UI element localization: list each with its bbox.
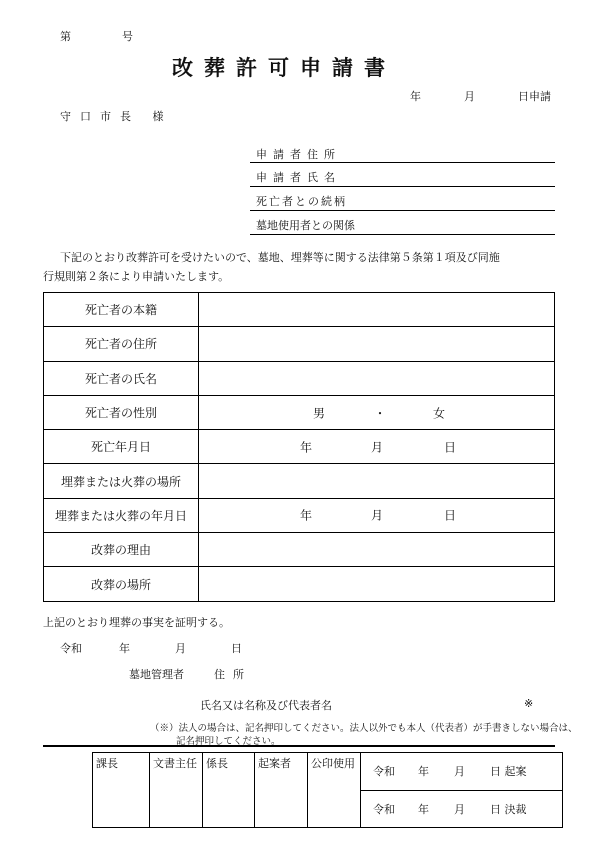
stamp-label: 課長 bbox=[96, 757, 118, 770]
row-label: 埋葬または火葬の年月日 bbox=[44, 498, 199, 532]
table-row bbox=[44, 327, 555, 361]
reason-field[interactable] bbox=[199, 533, 555, 567]
addressee-name: 守口市長 bbox=[60, 110, 140, 123]
month-label: 月 bbox=[371, 508, 384, 523]
approval-label: 決裁 bbox=[504, 802, 527, 816]
grave-manager-label: 墓地管理者 bbox=[129, 668, 184, 681]
number-prefix: 第 bbox=[60, 30, 71, 43]
intro-line-2: 行規則第２条により申請いたします。 bbox=[43, 270, 230, 283]
page-title: 改葬許可申請書 bbox=[172, 55, 396, 80]
table-row bbox=[44, 533, 555, 567]
era-label: 令和 bbox=[373, 765, 395, 779]
draft-date-cell[interactable] bbox=[361, 753, 563, 791]
row-label: 死亡者の住所 bbox=[44, 327, 199, 361]
stamp-label: 公印使用 bbox=[311, 757, 355, 770]
table-row bbox=[44, 361, 555, 395]
table-row bbox=[44, 498, 555, 532]
year-label: 年 bbox=[418, 765, 429, 779]
certify-statement: 上記のとおり埋葬の事実を証明する。 bbox=[43, 616, 230, 629]
row-label: 死亡年月日 bbox=[44, 430, 199, 464]
day-label: 日 bbox=[444, 508, 457, 523]
applicant-address-label: 申請者住所 bbox=[256, 148, 341, 161]
date-month: 月 bbox=[464, 90, 475, 103]
seal-mark: ※ bbox=[524, 697, 534, 710]
stamp-cell-chief[interactable] bbox=[93, 753, 150, 828]
addressee-suffix: 様 bbox=[152, 110, 173, 123]
month-label: 月 bbox=[371, 440, 384, 455]
deceased-name-field[interactable] bbox=[199, 361, 555, 395]
row-label: 死亡者の氏名 bbox=[44, 361, 199, 395]
grave-manager-address-label: 住所 bbox=[214, 668, 252, 681]
honseki-field[interactable] bbox=[199, 293, 555, 327]
day-label: 日 bbox=[444, 440, 457, 455]
note-line-1: （※）法人の場合は、記名押印してください。法人以外でも本人（代表者）が手書きしない場合は、 bbox=[150, 723, 578, 734]
row-label: 改葬の場所 bbox=[44, 567, 199, 601]
month-label: 月 bbox=[175, 642, 186, 655]
era-label: 令和 bbox=[373, 802, 395, 816]
table-row bbox=[44, 430, 555, 464]
row-label: 改葬の理由 bbox=[44, 533, 199, 567]
month-label: 月 bbox=[454, 802, 465, 816]
separator-dot: ・ bbox=[374, 406, 387, 421]
table-row bbox=[44, 567, 555, 601]
death-date-field[interactable] bbox=[199, 430, 555, 464]
burial-date-field[interactable] bbox=[199, 498, 555, 532]
number-label bbox=[60, 28, 133, 44]
row-label: 死亡者の本籍 bbox=[44, 293, 199, 327]
date-year: 年 bbox=[410, 90, 421, 103]
month-label: 月 bbox=[454, 765, 465, 779]
applicant-name-line[interactable] bbox=[250, 186, 555, 187]
applicant-address-line[interactable] bbox=[250, 162, 555, 163]
year-label: 年 bbox=[300, 508, 313, 523]
application-date bbox=[410, 88, 551, 104]
stamp-label: 起案者 bbox=[258, 757, 291, 770]
table-row bbox=[44, 395, 555, 429]
representative-name-label: 氏名又は名称及び代表者名 bbox=[200, 699, 332, 712]
stamp-cell-subsection-chief[interactable] bbox=[203, 753, 255, 828]
draft-label: 起案 bbox=[504, 765, 527, 779]
row-label: 埋葬または火葬の場所 bbox=[44, 464, 199, 498]
year-label: 年 bbox=[300, 440, 313, 455]
approval-date-cell[interactable] bbox=[361, 790, 563, 828]
year-label: 年 bbox=[418, 802, 429, 816]
female-option[interactable]: 女 bbox=[433, 406, 446, 421]
male-option[interactable]: 男 bbox=[313, 406, 326, 421]
intro-line-1: 下記のとおり改葬許可を受けたいので、墓地、埋葬等に関する法律第５条第１項及び同施 bbox=[60, 251, 500, 264]
deceased-address-field[interactable] bbox=[199, 327, 555, 361]
table-row bbox=[44, 464, 555, 498]
relation-grave-user-line[interactable] bbox=[250, 234, 555, 235]
stamp-cell-document-officer[interactable] bbox=[150, 753, 203, 828]
stamp-label: 文書主任 bbox=[153, 757, 197, 770]
stamp-label: 係長 bbox=[206, 757, 228, 770]
burial-place-field[interactable] bbox=[199, 464, 555, 498]
approval-stamp-table bbox=[92, 752, 563, 828]
stamp-cell-official-seal[interactable] bbox=[308, 753, 361, 828]
addressee bbox=[60, 108, 173, 124]
certify-date bbox=[60, 640, 242, 656]
row-label: 死亡者の性別 bbox=[44, 395, 199, 429]
note-line-2: 記名押印してください。 bbox=[176, 736, 281, 747]
date-day-apply: 日申請 bbox=[518, 90, 551, 103]
relation-grave-user-label: 墓地使用者との関係 bbox=[256, 219, 355, 232]
day-label: 日 bbox=[490, 802, 501, 816]
sex-field[interactable] bbox=[199, 395, 555, 429]
table-row bbox=[44, 293, 555, 327]
application-table bbox=[43, 292, 555, 602]
applicant-name-label: 申請者氏名 bbox=[256, 171, 341, 184]
relation-deceased-line[interactable] bbox=[250, 210, 555, 211]
bottom-divider bbox=[43, 745, 555, 747]
relation-deceased-label: 死亡者との続柄 bbox=[256, 195, 347, 208]
reburial-place-field[interactable] bbox=[199, 567, 555, 601]
day-label: 日 bbox=[231, 642, 242, 655]
day-label: 日 bbox=[490, 765, 501, 779]
stamp-cell-drafter[interactable] bbox=[255, 753, 308, 828]
number-suffix: 号 bbox=[122, 30, 133, 43]
era-label: 令和 bbox=[60, 642, 82, 655]
year-label: 年 bbox=[119, 642, 130, 655]
